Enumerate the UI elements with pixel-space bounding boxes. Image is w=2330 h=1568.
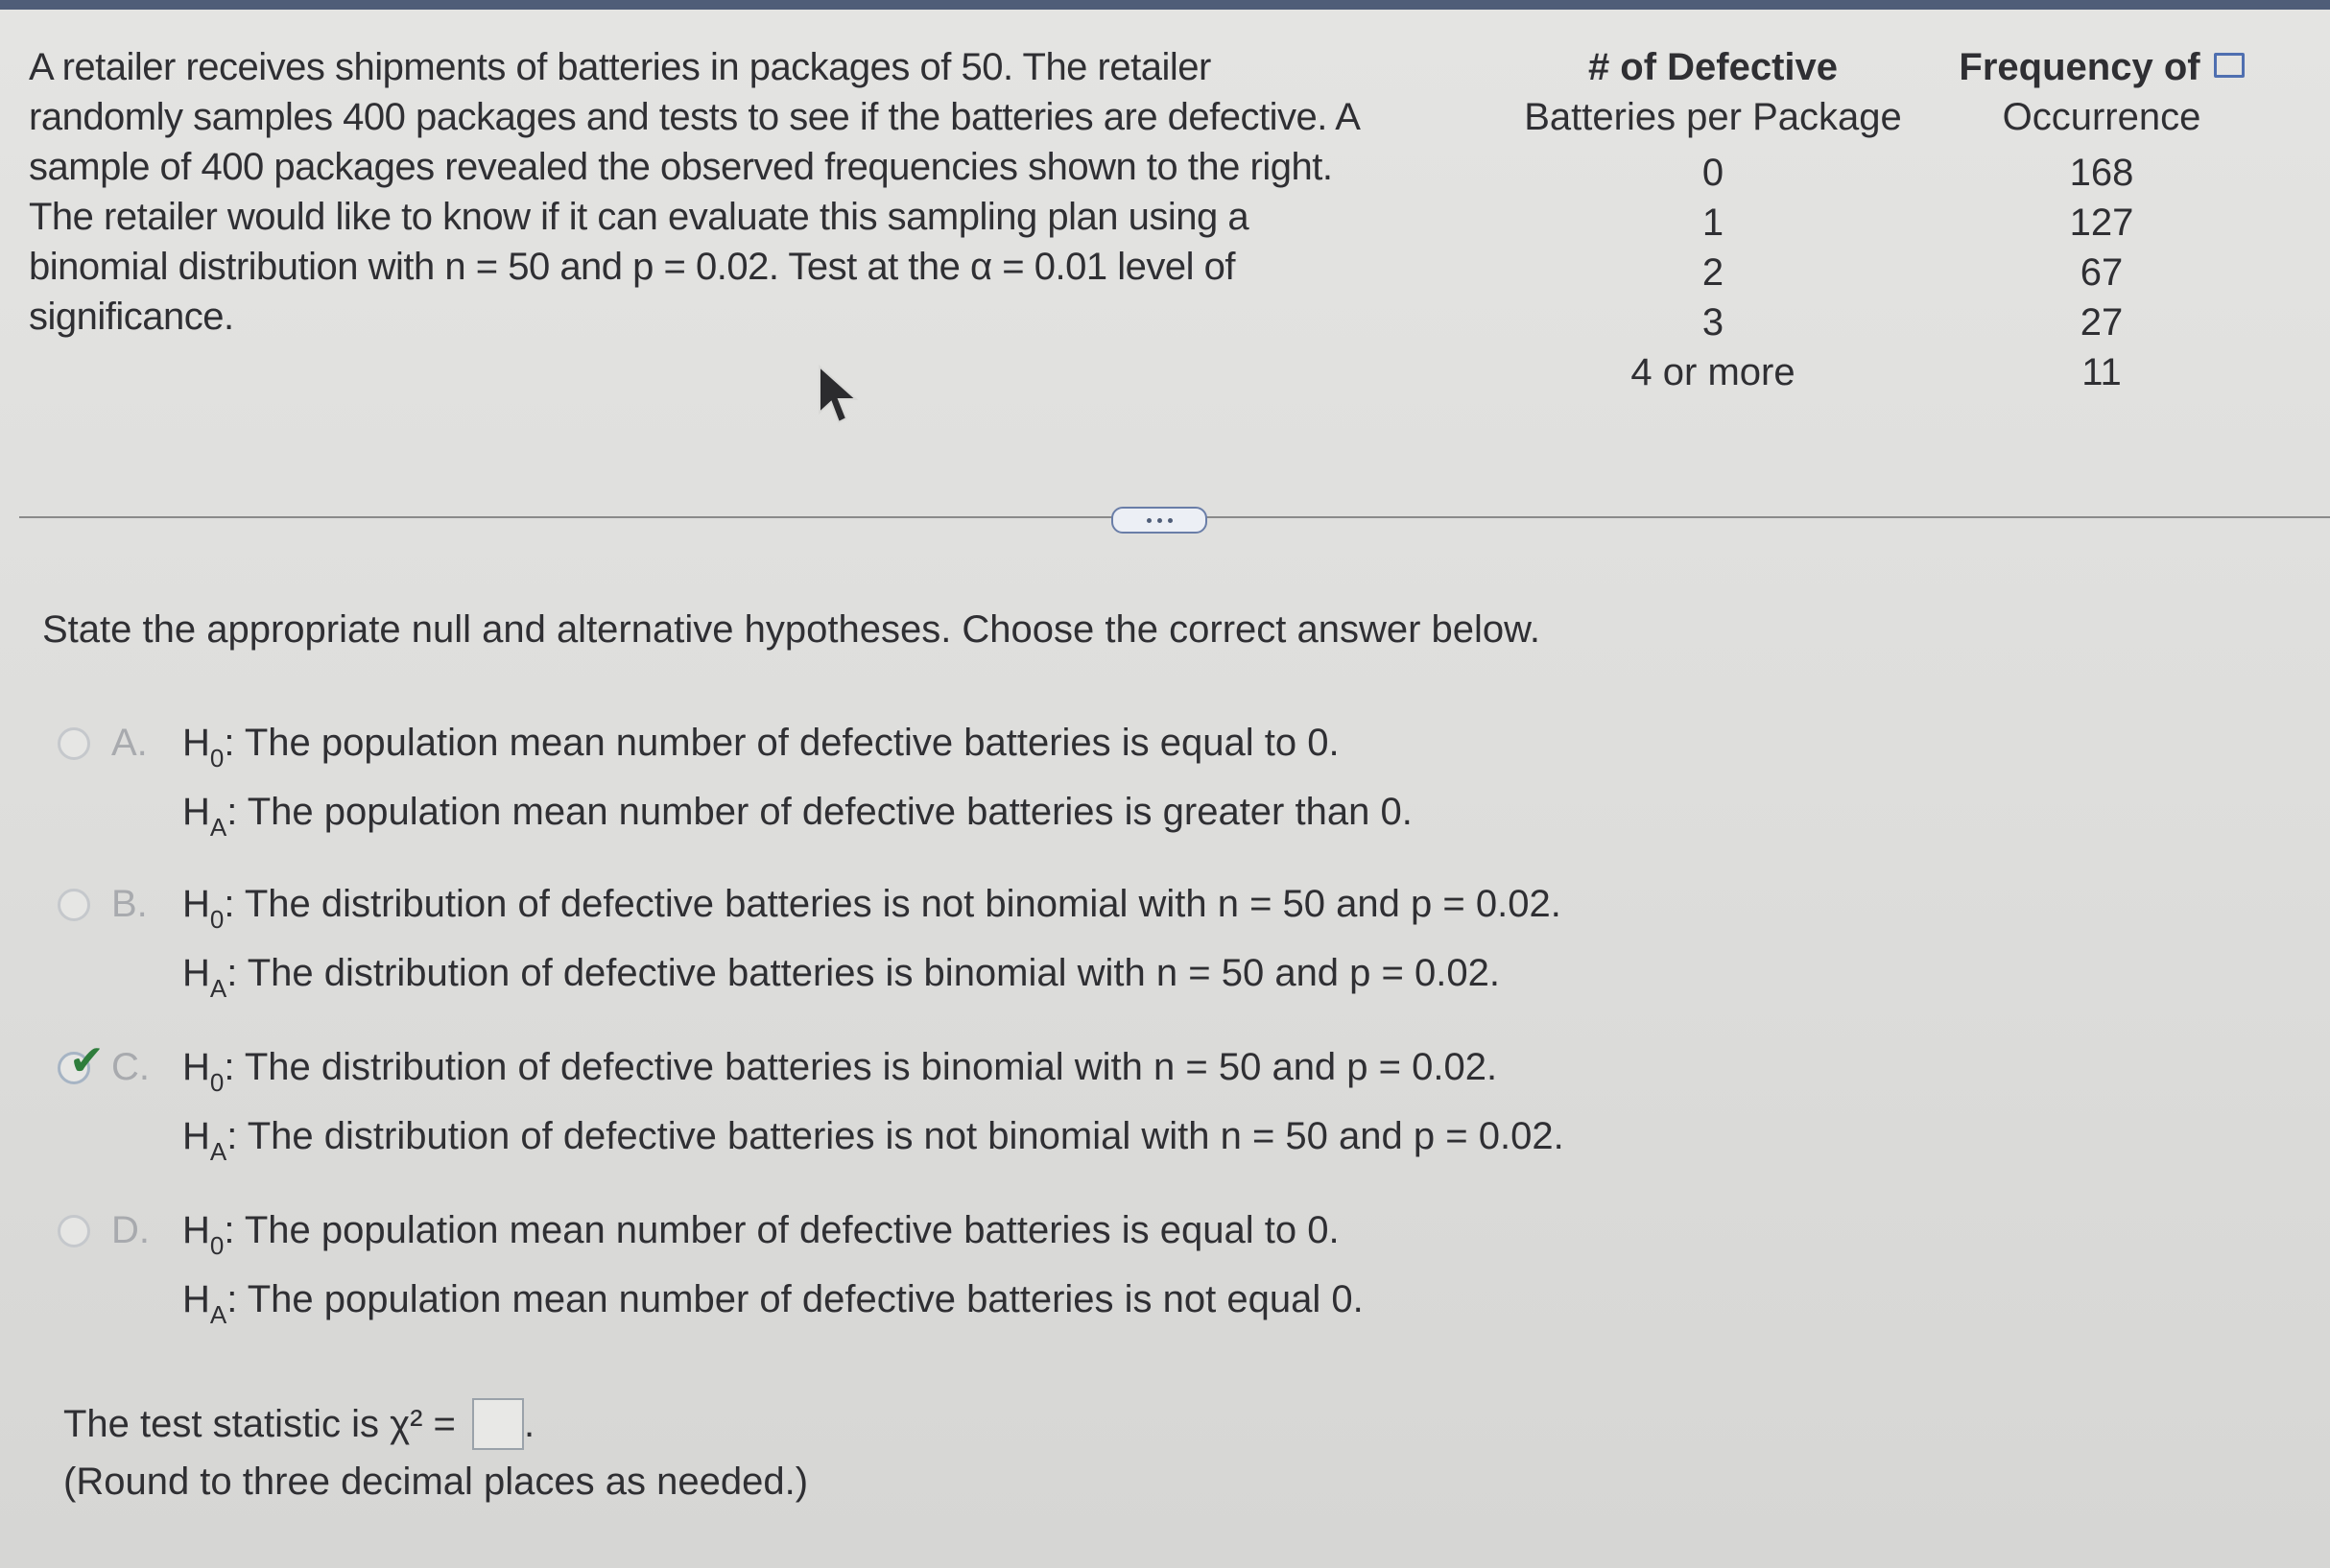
problem-line: binomial distribution with n = 50 and p = 0.02. Test at the α = 0.01 level of [29,246,1235,288]
column-header-defective [1507,42,1919,142]
null-hypothesis: $H_0$: The distribution of defective batteries is not binomial with n = 50 and p = 0.02. [182,883,1561,934]
header-line: Occurrence [2002,96,2201,138]
problem-line: A retailer receives shipments of batteries in packages of 50. The retailer [29,46,1211,88]
option-text [182,1034,1564,1173]
alternative-hypothesis: $H_A$: The distribution of defective batteries is binomial with n = 50 and p = 0.02. [182,952,1500,1003]
alternative-hypothesis: $H_A$: The population mean number of defective batteries is greater than 0. [182,791,1413,842]
header-line: Frequency of [1959,46,2200,88]
defective-cell: 4 or more [1630,351,1795,393]
defective-cell: 0 [1701,152,1724,194]
alternative-hypothesis: $H_A$: The population mean number of defective batteries is not equal 0. [182,1278,1364,1329]
chi-square-answer-input[interactable] [472,1398,524,1450]
option-letter: A. [111,722,148,764]
null-hypothesis: $H_0$: The population mean number of defective batteries is equal to 0. [182,1209,1340,1260]
radio-button[interactable] [58,889,90,921]
frequency-cell: 67 [2080,251,2124,294]
null-hypothesis: $H_0$: The population mean number of defective batteries is equal to 0. [182,722,1340,772]
rounding-hint: (Round to three decimal places as needed.) [63,1461,809,1503]
option-letter: C. [111,1046,150,1088]
top-bar [0,0,2330,10]
statistic-prefix: The test statistic is [63,1403,379,1445]
alternative-hypothesis: $H_A$: The distribution of defective batteries is not binomial with n = 50 and p = 0.02. [182,1115,1564,1166]
option-letter: D. [111,1209,150,1251]
ellipsis-icon[interactable] [1111,507,1207,534]
mouse-pointer-icon [818,365,860,426]
option-text [182,871,1561,1010]
column-header-frequency [1958,42,2246,142]
problem-line: The retailer would like to know if it can evaluate this sampling plan using a [29,196,1249,238]
problem-line: significance. [29,296,234,338]
frequency-cell: 11 [2081,351,2122,393]
table-row [1507,198,2294,248]
expand-window-icon[interactable] [2214,53,2245,78]
problem-line: sample of 400 packages revealed the observed frequencies shown to the right. [29,146,1333,188]
radio-button[interactable] [58,1215,90,1247]
table-body [1507,148,2294,397]
option-text [182,1198,1364,1336]
frequency-cell: 168 [2069,152,2134,194]
question-prompt: State the appropriate null and alternative hypotheses. Choose the correct answer below. [42,608,1540,651]
option-text [182,710,1413,848]
problem-line: randomly samples 400 packages and tests to see if the batteries are defective. A [29,96,1361,138]
table-row [1507,148,2294,198]
table-row [1507,248,2294,297]
defective-cell: 3 [1701,301,1724,344]
table-row [1507,297,2294,347]
checkmark-icon: ✔ [69,1037,105,1084]
option-letter: B. [111,883,148,925]
statistic-suffix: . [524,1403,535,1445]
defective-cell: 1 [1701,202,1724,244]
defective-cell: 2 [1701,251,1724,294]
table-row [1507,347,2294,397]
frequency-cell: 127 [2069,202,2134,244]
header-line: # of Defective [1587,46,1839,88]
test-statistic-row [63,1397,535,1452]
problem-statement [29,42,1487,342]
header-line: Batteries per Package [1524,96,1902,138]
radio-button[interactable] [58,727,90,760]
chi-square-symbol: χ² = [390,1403,456,1445]
null-hypothesis: $H_0$: The distribution of defective batteries is binomial with n = 50 and p = 0.02. [182,1046,1498,1097]
frequency-cell: 27 [2080,301,2124,344]
